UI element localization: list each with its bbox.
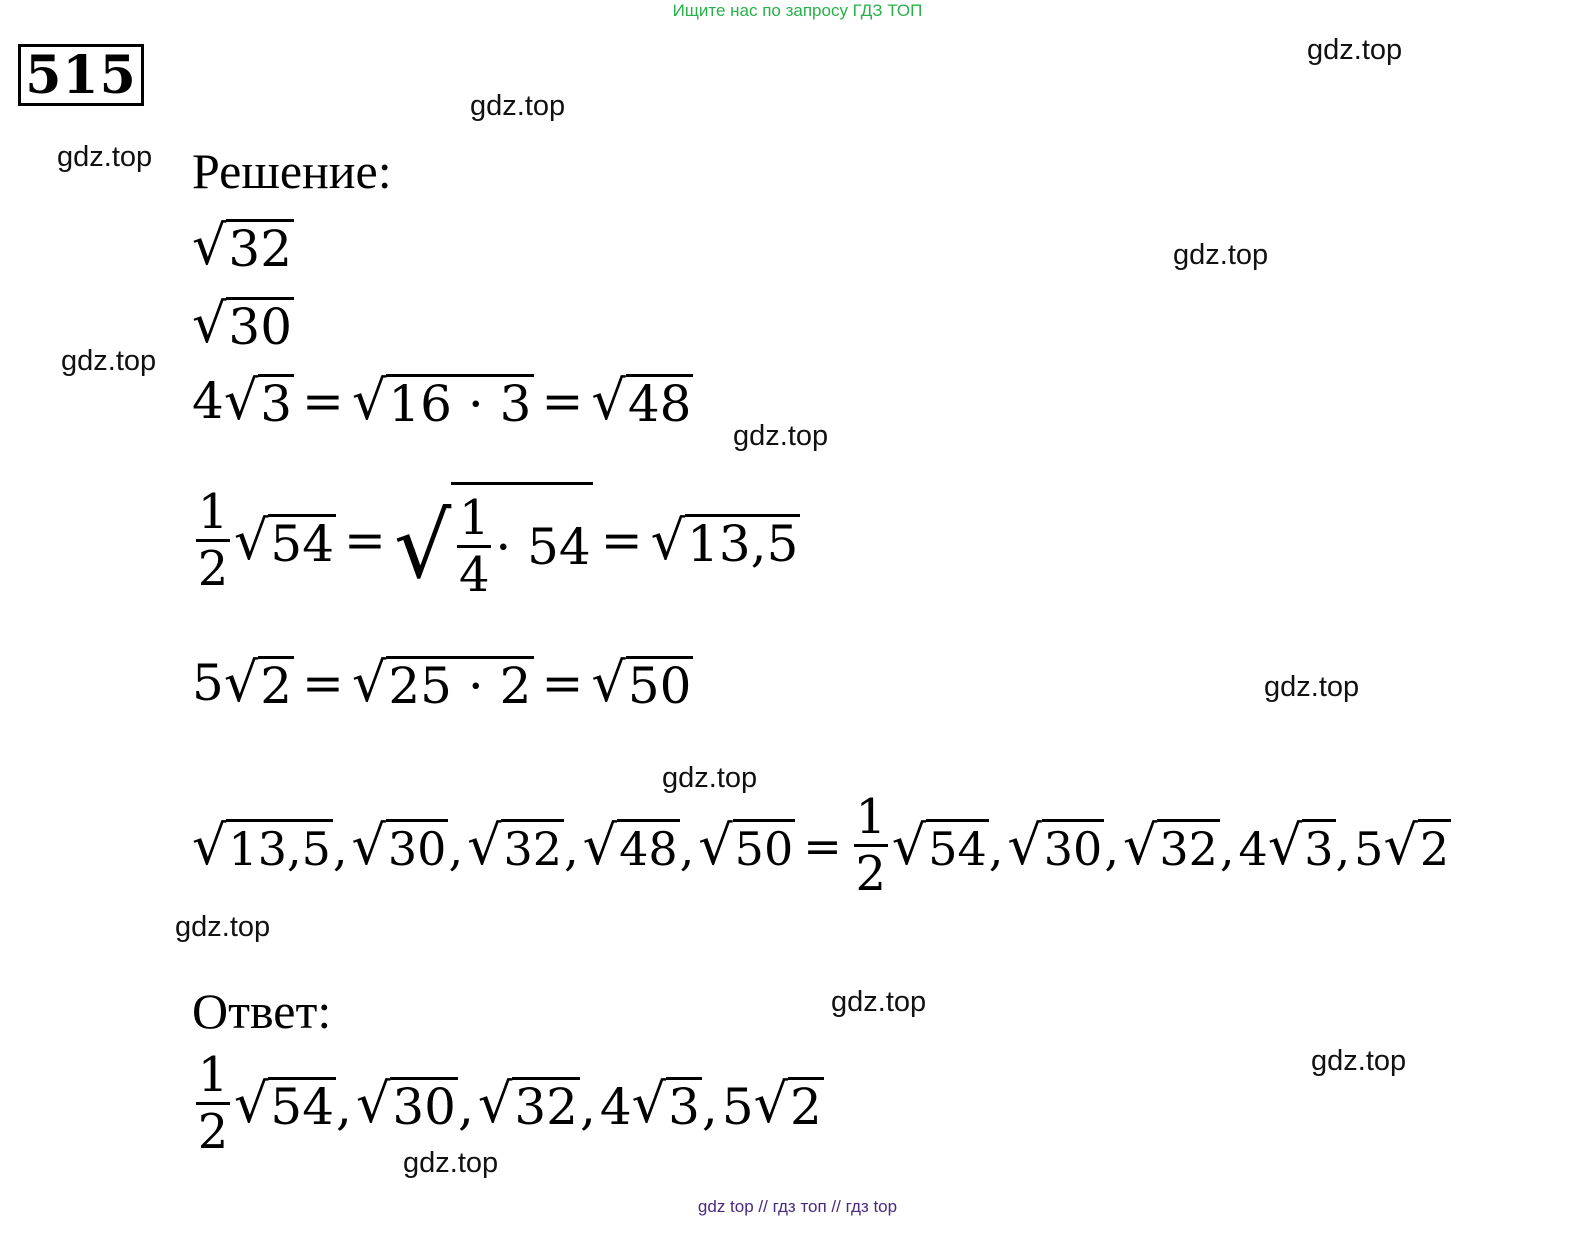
watermark: gdz.top [1173, 239, 1269, 271]
denominator: 4 [459, 547, 490, 603]
comma: , [1335, 822, 1351, 876]
sqrt-expression: √ 30 [355, 1072, 456, 1136]
radicand: 50 [733, 819, 796, 876]
exercise-number: 515 [18, 44, 144, 106]
radicand: 48 [617, 819, 680, 876]
radicand: 54 [270, 514, 335, 573]
radicand: 2 [260, 657, 293, 715]
ordering-line [192, 790, 1451, 901]
answer-label: Ответ: [192, 983, 332, 1039]
radicand: 2 [1418, 819, 1451, 876]
sqrt-expression: √ $\frac{1}{4}$ · 54 [394, 478, 593, 602]
root-term [478, 1073, 580, 1134]
header-note: Ищите нас по запросу ГДЗ ТОП [672, 1, 923, 20]
ordered-roots-left [192, 815, 795, 876]
radicand: 32 [514, 1078, 578, 1136]
fraction [196, 1048, 230, 1159]
comma: , [679, 822, 695, 876]
sqrt-expression: √ 30 [1007, 814, 1103, 877]
sqrt-expression: √ 54 [234, 1072, 335, 1136]
sqrt-expression: √ 48 [582, 814, 678, 877]
sqrt-expression: √ 2 [223, 651, 293, 715]
sqrt-expression: √ 13,5 [192, 814, 331, 877]
watermark: gdz.top [662, 762, 758, 794]
numerator: 1 [855, 789, 887, 845]
sqrt-expression: √ 50 [698, 814, 794, 877]
numerator: 1 [197, 1047, 229, 1103]
coefficient: 5 [192, 653, 224, 712]
radicand: 54 [926, 819, 989, 876]
sqrt-expression: √ 54 [234, 508, 335, 573]
equals-sign: = [302, 653, 344, 712]
radicand: 50 [627, 657, 692, 715]
comma: , [564, 822, 579, 876]
sqrt-expression: √ 32 [1122, 814, 1218, 877]
sqrt-expression: √ 25 · 2 [351, 651, 532, 715]
radicand: 25 · 2 [388, 657, 532, 715]
equals-sign: = [541, 371, 584, 430]
denominator: 2 [197, 540, 229, 597]
sqrt-expression: √ 16 · 3 [351, 369, 532, 433]
watermark: gdz.top [403, 1147, 499, 1179]
comma: , [988, 822, 1004, 876]
coefficient: 4 [192, 371, 224, 430]
sqrt-expression: √ 3 [1267, 814, 1334, 877]
equals-sign: = [344, 511, 386, 569]
root-term [1123, 815, 1220, 876]
radicand: 54 [270, 1078, 335, 1136]
watermark: gdz.top [1311, 1045, 1407, 1077]
fraction [854, 790, 888, 901]
sqrt-expression: √ 13,5 [650, 508, 799, 573]
root-term [722, 1073, 824, 1134]
watermark: gdz.top [831, 986, 927, 1018]
coefficient: 4 [599, 1078, 632, 1136]
comma: , [1104, 822, 1119, 876]
watermark: gdz.top [61, 345, 157, 377]
radicand: 30 [386, 819, 449, 876]
radicand: 16 · 3 [388, 375, 532, 433]
comma: , [579, 1078, 596, 1136]
coefficient: 5 [1354, 822, 1384, 876]
radicand: 32 [1157, 819, 1220, 876]
watermark: gdz.top [175, 911, 271, 943]
radicand: 13,5 [687, 514, 799, 573]
coefficient: 5 [721, 1078, 754, 1136]
sqrt-expression: √ 3 [223, 369, 293, 433]
root-term [356, 1073, 458, 1134]
sqrt-expression: √ 2 [1383, 814, 1450, 877]
root-term [1239, 815, 1336, 876]
denominator: 2 [197, 1104, 229, 1160]
sqrt-expression: √ 50 [591, 651, 692, 715]
comma: , [1219, 822, 1235, 876]
math-line-5 [192, 652, 693, 713]
sqrt-expression: √ 32 [467, 814, 563, 877]
math-line-1 [192, 215, 294, 276]
sqrt-expression: √ 30 [192, 292, 293, 356]
sqrt-expression: √ 30 [351, 814, 447, 877]
radicand [451, 482, 592, 602]
watermark: gdz.top [733, 420, 829, 452]
solution-label: Решение: [192, 143, 392, 199]
answer-line [192, 1048, 824, 1159]
math-line-4 [192, 478, 800, 602]
radicand: 3 [260, 375, 293, 433]
math-line-2 [192, 293, 294, 354]
radicand: 30 [392, 1078, 456, 1136]
fraction [457, 491, 491, 602]
sqrt-expression: √ 32 [477, 1072, 578, 1136]
equals-sign: = [541, 653, 584, 712]
radicand-rest: · 54 [495, 517, 591, 576]
root-term [600, 1073, 702, 1134]
sqrt-expression: √ 48 [591, 369, 692, 433]
comma: , [458, 1078, 474, 1136]
ordered-roots-right [989, 815, 1451, 876]
equals-sign: = [803, 818, 842, 873]
comma: , [336, 1078, 352, 1136]
radicand: 2 [790, 1078, 822, 1136]
sqrt-expression: √ 54 [891, 814, 987, 877]
numerator: 1 [459, 490, 490, 546]
fraction [196, 485, 230, 596]
radicand: 30 [1042, 819, 1105, 876]
radicand: 32 [228, 220, 293, 278]
radicand: 48 [627, 375, 692, 433]
sqrt-expression: √ 3 [631, 1072, 700, 1136]
comma: , [448, 822, 464, 876]
radicand: 3 [1302, 819, 1335, 876]
root-term [1007, 815, 1104, 876]
numerator: 1 [197, 483, 229, 540]
radicand: 3 [668, 1078, 700, 1136]
watermark: gdz.top [57, 141, 153, 173]
sqrt-expression: √ 32 [192, 214, 293, 278]
watermark: gdz.top [470, 90, 566, 122]
equals-sign: = [302, 371, 344, 430]
coefficient: 4 [1238, 822, 1268, 876]
radicand: 32 [501, 819, 564, 876]
comma: , [332, 822, 348, 876]
watermark: gdz.top [1264, 671, 1360, 703]
watermark: gdz.top [1307, 34, 1403, 66]
root-term [1354, 815, 1451, 876]
sqrt-expression: √ 2 [753, 1072, 822, 1136]
equals-sign: = [600, 511, 643, 569]
answer-roots [336, 1073, 824, 1134]
denominator: 2 [855, 846, 887, 902]
radicand: 30 [228, 298, 293, 356]
footer-note: gdz top // гдз топ // гдз top [697, 1197, 898, 1216]
comma: , [701, 1078, 718, 1136]
math-line-3 [192, 370, 693, 431]
radicand: 13,5 [226, 819, 332, 876]
